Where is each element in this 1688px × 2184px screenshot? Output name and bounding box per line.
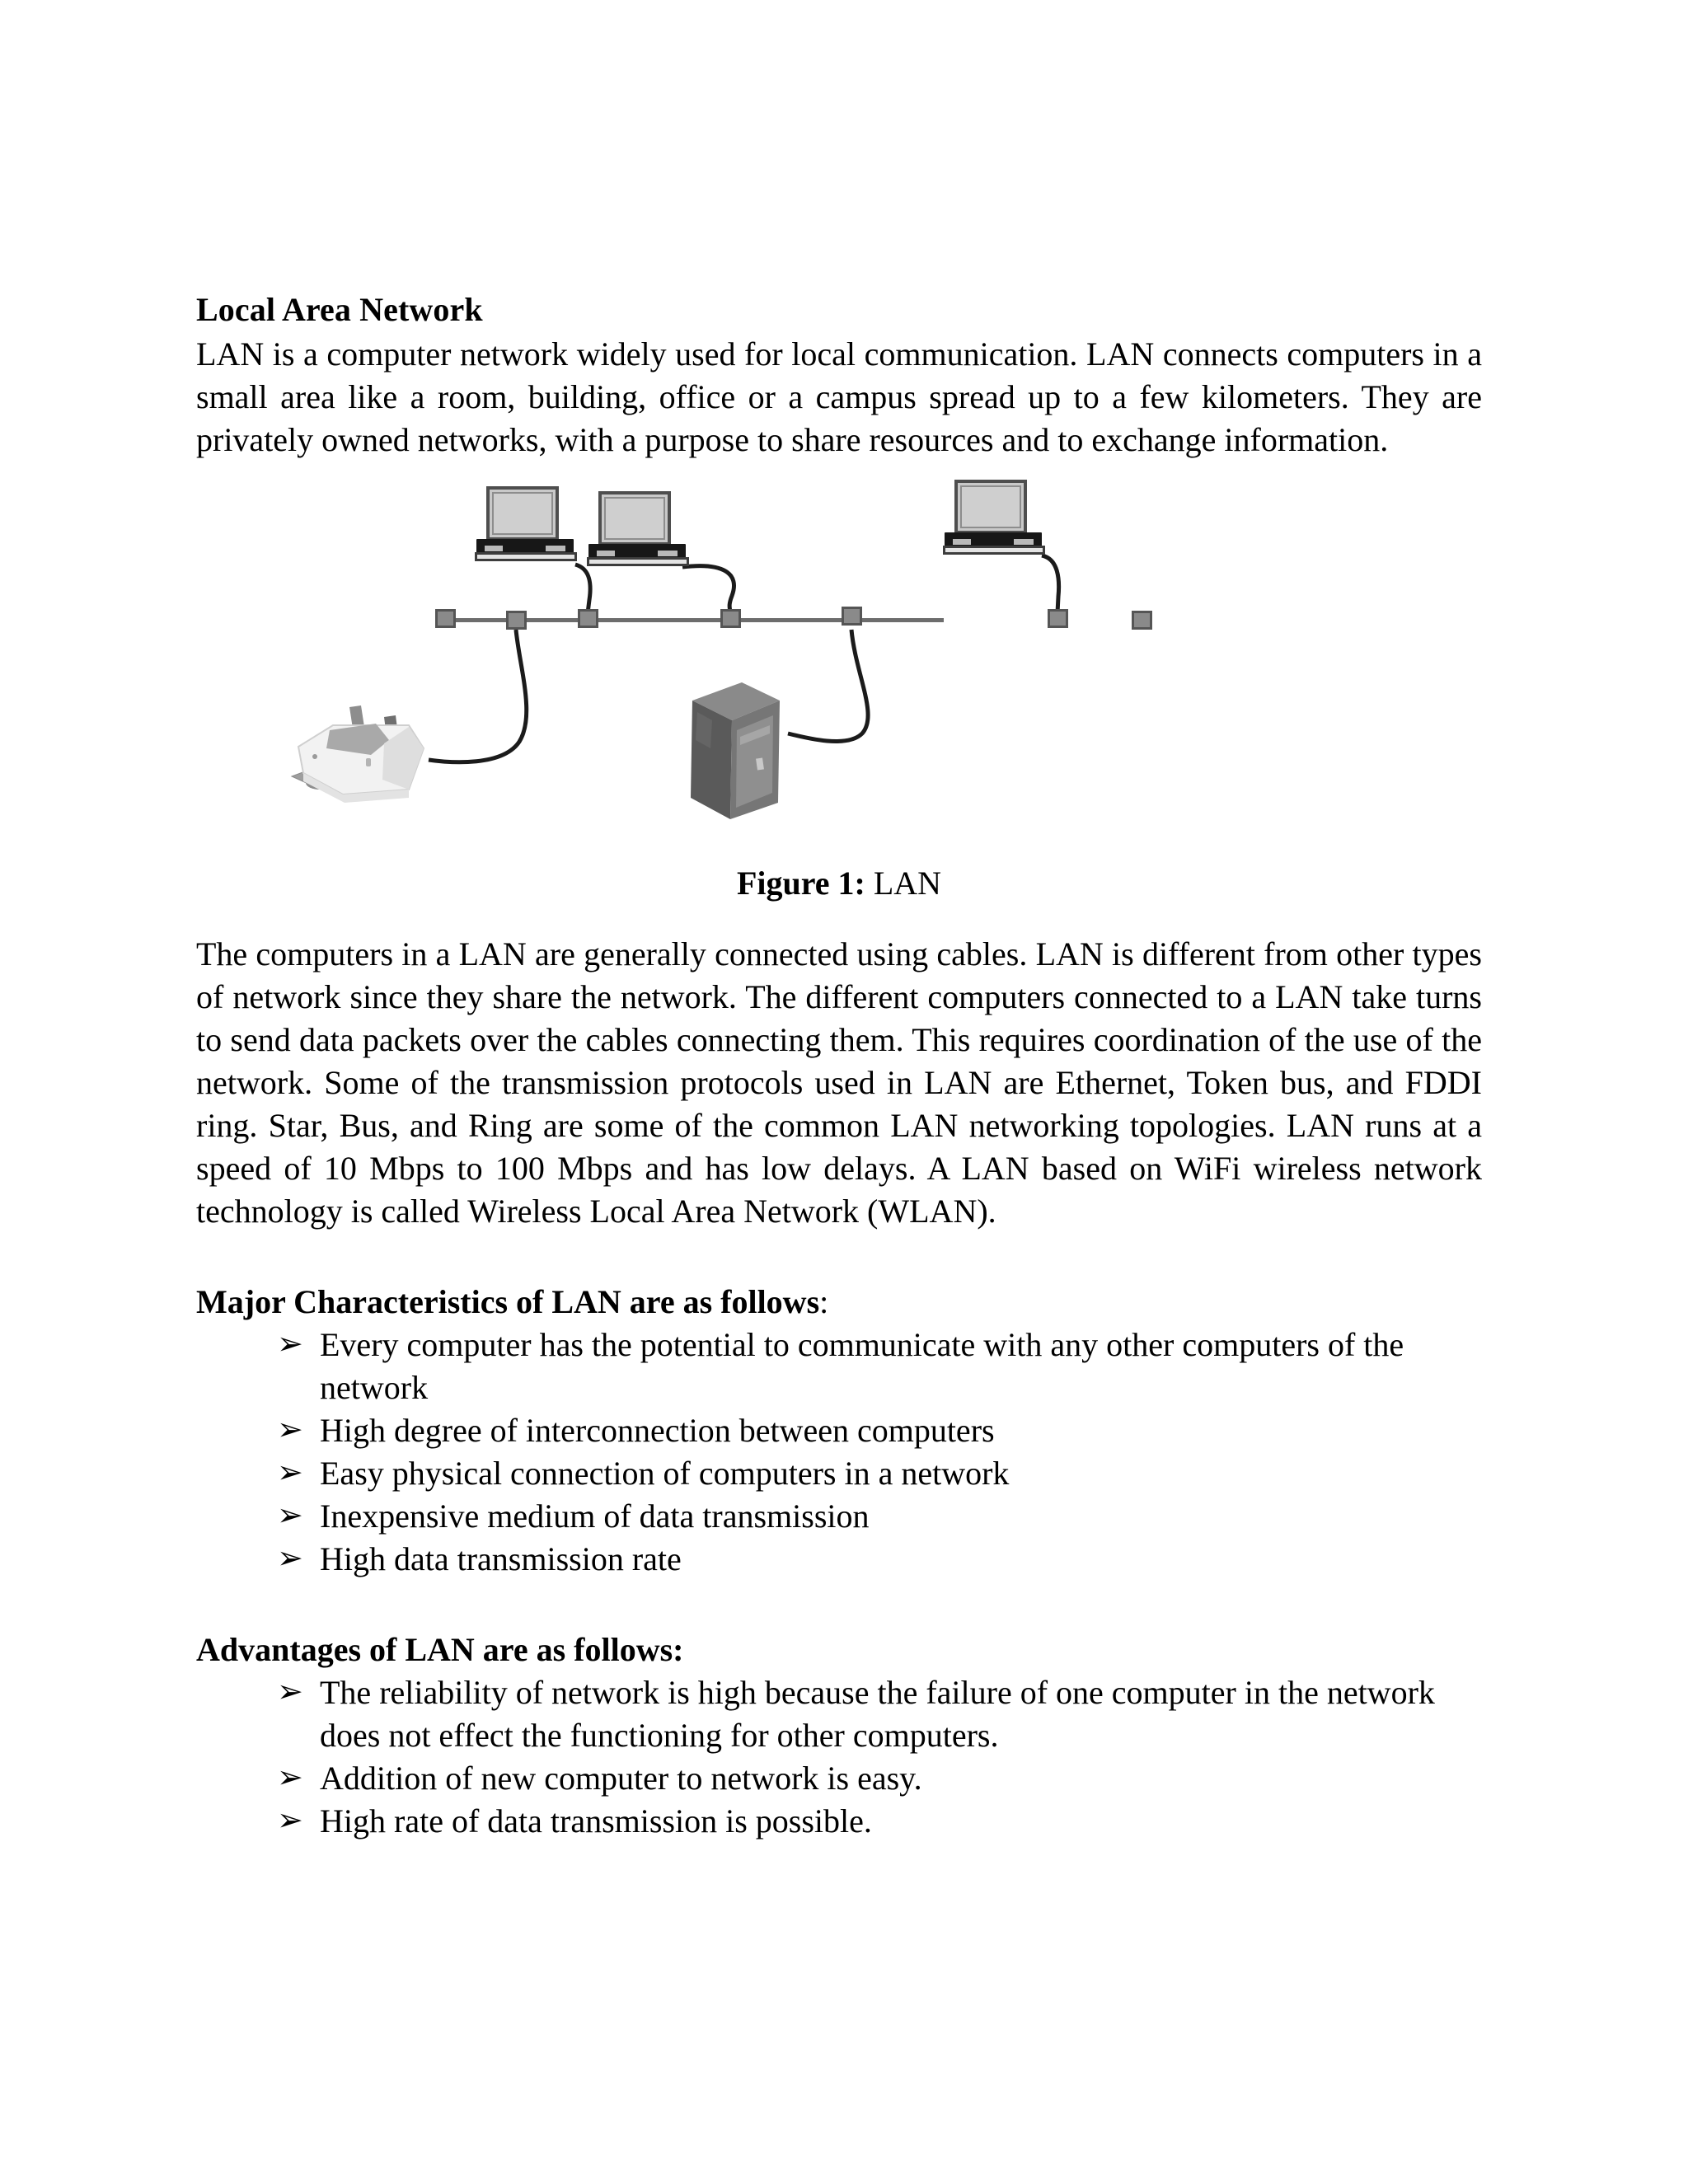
spacer-1 [196,1233,1482,1281]
list-item [277,1757,1482,1800]
figure-1 [196,476,1482,905]
advantages-heading [196,1629,1482,1671]
document-body [196,288,1482,1843]
list-item [277,1452,1482,1495]
bus-node-5 [842,607,862,626]
list-item-text: Inexpensive medium of data transmission [320,1497,870,1535]
intro-paragraph: LAN is a computer network widely used for local communication. LAN connects computers in a small area like a room, building, office or a campus spread up to a few kilometers. They are privately owned networks, with a purpose to share resources and to exchange information. [196,335,1482,458]
desktop-tower-icon [687,673,786,825]
spacer-2 [196,1581,1482,1629]
cable-laptop3 [1042,555,1059,613]
list-item [277,1324,1482,1409]
list-item [277,1409,1482,1452]
bus-node-3 [506,611,527,630]
bus-node-7 [1132,611,1152,630]
list-item-text: High degree of interconnection between computers [320,1412,995,1449]
figure-caption [196,862,1482,905]
characteristics-list [196,1324,1482,1581]
advantages-list [196,1671,1482,1843]
list-item-text: Addition of new computer to network is easy. [320,1760,922,1797]
arrow-bullet-icon: ➢ [277,1673,303,1709]
lan-diagram [196,476,1482,847]
bus-node-6 [1048,609,1068,628]
bus-node-1 [435,609,456,628]
list-item-text: Every computer has the potential to communicate with any other computers of the network [320,1326,1404,1406]
laptop-3-icon [943,480,1045,559]
laptop-2-icon [587,491,689,570]
arrow-bullet-icon: ➢ [277,1325,303,1361]
characteristics-heading [196,1281,1482,1324]
characteristics-heading-strong: Major Characteristics of LAN are as follows [196,1283,820,1320]
list-item [277,1671,1482,1757]
list-item-text: Easy physical connection of computers in a network [320,1455,1010,1492]
list-item [277,1495,1482,1538]
arrow-bullet-icon: ➢ [277,1540,303,1576]
arrow-bullet-icon: ➢ [277,1497,303,1533]
arrow-bullet-icon: ➢ [277,1759,303,1795]
laptop-1-icon [475,486,577,565]
cable-tower [788,630,868,742]
figure-caption-label: Figure 1: [736,865,865,902]
cable-laptop1 [575,565,590,613]
list-item [277,1800,1482,1843]
characteristics-heading-colon: : [819,1283,829,1320]
cable-laptop2 [682,566,734,613]
list-item-text: High data transmission rate [320,1540,682,1577]
advantages-heading-strong: Advantages of LAN are as follows: [196,1631,684,1668]
arrow-bullet-icon: ➢ [277,1411,303,1447]
printer-icon [285,697,450,821]
body-paragraph: The computers in a LAN are generally connected using cables. LAN is different from other types of network since they share the network. The different computers connected to a LAN take turns to send data packets over the cables connecting them. This requires coordination of the use of the network. Some of the transmission protocols used in LAN are Ethernet, Token bus, and FDDI ring. Star, Bus, and Ring are some of the common LAN networking topologies. LAN runs at a speed of 10 Mbps to 100 Mbps and has low delays. A LAN based on WiFi wireless network technology is called Wireless Local Area Network (WLAN). [196,935,1482,1230]
list-item-text: The reliability of network is high because the failure of one computer in the network does not effect the functioning for other computers. [320,1674,1435,1754]
arrow-bullet-icon: ➢ [277,1802,303,1838]
list-item [277,1538,1482,1581]
list-item-text: High rate of data transmission is possible. [320,1802,872,1840]
bus-node-2 [578,609,598,628]
figure-caption-text: LAN [865,865,942,902]
bus-node-4 [720,609,741,628]
arrow-bullet-icon: ➢ [277,1454,303,1490]
page-title: Local Area Network [196,291,483,328]
